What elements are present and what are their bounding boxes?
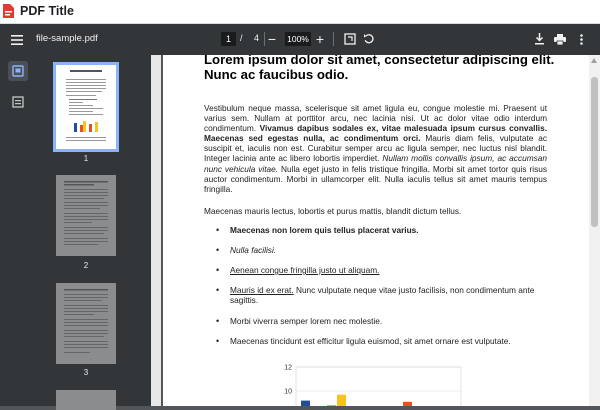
thumbnail-preview: [56, 175, 116, 256]
bold-text: Vivamus dapibus sodales ex, vitae malesuada ipsum cursus convallis. Maecenas sed egestas nulla, ac condimentum orci.: [204, 123, 547, 144]
y-tick-label: 10: [284, 388, 292, 396]
list-item-text: Maecenas non lorem quis tellus placerat varius.: [230, 225, 419, 235]
thumbnail-label: 1: [83, 154, 89, 163]
list-item: [204, 245, 547, 255]
list-item-link[interactable]: Aenean congue fringilla justo ut aliquam.: [230, 265, 380, 275]
zoom-level-input[interactable]: 100%: [285, 32, 311, 46]
paragraph-text: Nulla eget justo in felis tristique fringilla. Morbi sit amet tortor quis risus auctor condimentum. Morbi in ullamcorper elit. Nulla iaculis tellus sit amet mauris tempus fringilla.: [204, 163, 547, 194]
chart-bar: [337, 395, 346, 406]
thumbnail-label: 3: [83, 368, 89, 377]
scroll-up-icon[interactable]: [591, 58, 597, 63]
more-icon[interactable]: [576, 32, 586, 46]
list-item: [204, 265, 547, 275]
list-item-text: Morbi viverra semper lorem nec molestie.: [230, 316, 383, 326]
chart-bar: [403, 402, 412, 406]
current-page-input[interactable]: 1: [221, 32, 236, 46]
italic-text: Nullam mollis convallis ipsum, ac accumsan nunc vehicula vitae.: [204, 153, 547, 174]
thumbnail-preview: [56, 65, 116, 149]
window-title: PDF Title: [20, 4, 74, 18]
window-titlebar: [0, 0, 600, 24]
page-thumbnail-3[interactable]: [56, 283, 116, 364]
chart-frame: [296, 367, 461, 406]
total-pages: 4: [254, 33, 260, 43]
list-item: [204, 285, 547, 305]
paragraph-1: [204, 103, 547, 194]
vertical-scrollbar[interactable]: [589, 55, 600, 406]
bar-chart: [271, 361, 481, 406]
pdf-toolbar: [0, 24, 600, 55]
page-thumbnail-1[interactable]: [56, 65, 116, 149]
page-thumbnail-2[interactable]: [56, 175, 116, 256]
paragraph-text: Vestibulum neque massa, scelerisque sit amet ligula eu, congue molestie mi. Praesent ut varius sem. Nullam at porttitor arcu, nec lacinia nisi. Ut ac dolor vitae odio interdum condimentum.: [204, 103, 547, 134]
scroll-gutter: [151, 55, 161, 406]
pdf-page: [163, 55, 589, 406]
scrollbar-thumb[interactable]: [591, 77, 598, 227]
sidebar-rail: [0, 55, 36, 406]
thumbnail-preview: [56, 283, 116, 364]
list-item: [204, 225, 547, 235]
file-name: file-sample.pdf: [36, 33, 98, 44]
fit-to-page-icon[interactable]: [343, 32, 357, 46]
document-title: Lorem ipsum dolor sit amet, consectetur adipiscing elit. Nunc ac faucibus odio.: [204, 55, 555, 82]
thumbnail-sidebar: [0, 55, 151, 406]
list-item: [204, 336, 547, 346]
download-icon[interactable]: [532, 32, 546, 46]
list-item-link[interactable]: Mauris id ex erat.: [230, 285, 294, 295]
list-item-text: Nunc vulputate neque vitae justo facilisis, non condimentum ante sagittis.: [230, 285, 535, 306]
list-item: [204, 316, 547, 326]
page-separator: /: [240, 33, 243, 43]
outline-icon[interactable]: [8, 92, 28, 112]
y-tick-label: 12: [284, 364, 292, 372]
list-item-text: Nulla facilisi.: [230, 245, 277, 255]
page-thumbnail-4[interactable]: [56, 390, 116, 410]
document-viewport[interactable]: [151, 55, 600, 406]
thumbnails-icon[interactable]: [8, 61, 28, 81]
rotate-icon[interactable]: [362, 32, 376, 46]
chart-bar: [301, 401, 310, 406]
menu-icon[interactable]: [9, 32, 25, 48]
pdf-file-icon: [3, 4, 14, 18]
zoom-out-button[interactable]: −: [267, 31, 277, 47]
zoom-in-button[interactable]: +: [315, 31, 325, 47]
thumbnail-label: 2: [83, 261, 89, 270]
list-item-text: Maecenas tincidunt est efficitur ligula euismod, sit amet ornare est vulputate.: [230, 336, 511, 346]
toolbar-divider: [333, 32, 334, 46]
print-icon[interactable]: [553, 32, 567, 46]
paragraph-2: Maecenas mauris lectus, lobortis et purus mattis, blandit dictum tellus.: [204, 206, 462, 216]
paragraph-text: Mauris diam felis, vulputate ac suscipit et, iaculis non est. Curabitur semper arcu ac ligula semper, nec luctus nisl blandit. Integer lacinia ante ac libero lobortis imperdiet.: [204, 133, 547, 164]
